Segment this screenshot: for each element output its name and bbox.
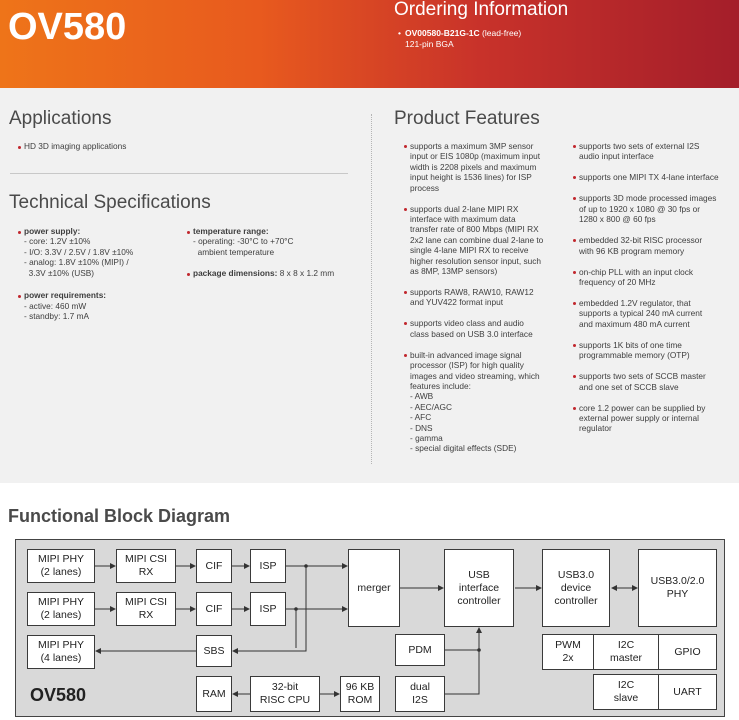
mipi-phy-2lanes-2-block: MIPI PHY (2 lanes): [27, 592, 95, 626]
power-supply-analog-usb: 3.3V ±10% (USB): [24, 268, 95, 278]
dual-i2s-block: dual I2S: [395, 676, 445, 712]
feature-line: - gamma: [410, 433, 443, 443]
mipi-csi-rx-1-block: MIPI CSI RX: [116, 549, 176, 583]
ordering-info-heading: Ordering Information: [394, 0, 569, 20]
package-dimensions-value: 8 x 8 x 1.2 mm: [277, 268, 335, 278]
usb3-device-controller-block: USB3.0 device controller: [542, 549, 610, 627]
feature-line: transfer rate of 800 Mbps (MIPI RX: [410, 224, 539, 235]
feature-line: on-chip PLL with an input clock: [579, 266, 694, 277]
ordering-package: 121-pin BGA: [405, 39, 454, 49]
feature-line: supports a maximum 3MP sensor: [410, 141, 534, 151]
merger-block: merger: [348, 549, 400, 627]
feature-line: - AWB: [410, 391, 434, 402]
feature-line: with 96 KB program memory: [579, 245, 685, 256]
feature-line: 2x2 lane can combine dual 2-lane to: [410, 234, 544, 245]
usb-interface-controller-block: USB interface controller: [444, 549, 514, 627]
feature-line: supports a typical 240 mA current: [579, 308, 703, 319]
feature-line: external power supply or internal: [579, 413, 699, 423]
feature-line: single 4-lane MIPI RX to receive: [410, 245, 529, 256]
feature-line: images and video streaming, which: [410, 370, 540, 381]
mipi-phy-2lanes-1-block: MIPI PHY (2 lanes): [27, 549, 95, 583]
bullet-icon: [187, 231, 190, 234]
bullet-icon: [18, 295, 21, 298]
feature-line: 1280 x 800 @ 60 fps: [579, 214, 656, 225]
mipi-csi-rx-2-block: MIPI CSI RX: [116, 592, 176, 626]
feature-line: embedded 1.2V regulator, that: [579, 298, 691, 308]
bullet-icon: [18, 231, 21, 234]
product-features-heading: Product Features: [394, 108, 540, 129]
feature-line: and YUV422 format input: [410, 297, 504, 308]
feature-line: supports dual 2-lane MIPI RX: [410, 203, 519, 214]
feature-line: input height is 1536 lines) for ISP: [410, 172, 532, 183]
rom-block: 96 KB ROM: [340, 676, 380, 712]
feature-line: - AEC/AGC: [410, 401, 452, 412]
feature-line: frequency of 20 MHz: [579, 277, 656, 287]
feature-line: and maximum 480 mA current: [579, 318, 690, 329]
feature-line: class based on USB 3.0 interface: [410, 328, 533, 339]
feature-line: and one set of SCCB slave: [579, 381, 679, 392]
temp-range-ambient: ambient temperature: [193, 247, 275, 257]
temp-range-operating: - operating: -30°C to +70°C: [193, 236, 294, 246]
feature-line: - special digital effects (SDE): [410, 443, 517, 454]
isp-2-block: ISP: [250, 592, 286, 626]
temp-range-label: temperature range:: [193, 226, 269, 236]
feature-line: - AFC: [410, 412, 432, 423]
feature-line: supports 3D mode processed images: [579, 193, 717, 204]
bullet-icon: [573, 344, 576, 347]
column-divider: [371, 114, 372, 464]
feature-line: supports video class and audio: [410, 318, 524, 329]
feature-line: supports two sets of external I2S: [579, 141, 700, 151]
cif-1-block: CIF: [196, 549, 232, 583]
cif-2-block: CIF: [196, 592, 232, 626]
power-supply-label: power supply:: [24, 226, 81, 236]
gpio-block: GPIO: [658, 634, 717, 670]
feature-line: - DNS: [410, 422, 433, 433]
bullet-icon: [404, 208, 407, 211]
power-req-active: - active: 460 mW: [24, 301, 87, 311]
feature-line: built-in advanced image signal: [410, 349, 522, 360]
feature-line: as 8MP, 13MP sensors): [410, 266, 498, 276]
pwm-block: PWM 2x: [542, 634, 594, 670]
tech-specs-heading: Technical Specifications: [9, 192, 211, 213]
feature-line: width is 2208 pixels and maximum: [410, 161, 537, 172]
power-supply-core: - core: 1.2V ±10%: [24, 236, 91, 246]
feature-line: supports two sets of SCCB master: [579, 371, 706, 382]
package-dimensions: [193, 268, 334, 278]
bullet-icon: [573, 145, 576, 148]
bullet-icon: [573, 407, 576, 410]
feature-line: process: [410, 182, 440, 193]
bullet-icon: [404, 354, 407, 357]
bullet-icon: [187, 273, 190, 276]
feature-line: audio input interface: [579, 151, 654, 162]
chip-label-text: OV580: [30, 685, 87, 705]
bullet-icon: [404, 291, 407, 294]
power-supply-analog: - analog: 1.8V ±10% (MIPI) /: [24, 257, 129, 267]
feature-line: supports 1K bits of one time: [579, 339, 682, 350]
ram-block: RAM: [196, 676, 232, 712]
power-supply-io: - I/O: 3.3V / 2.5V / 1.8V ±10%: [24, 247, 134, 257]
feature-line: input or EIS 1080p (maximum input: [410, 151, 541, 162]
feature-line: features include:: [410, 381, 471, 391]
application-item: HD 3D imaging applications: [24, 141, 127, 151]
ordering-part-line: [398, 28, 521, 38]
bullet-icon: •: [398, 28, 401, 38]
i2c-slave-block: I2C slave: [593, 674, 659, 710]
power-req-standby: - standby: 1.7 mA: [24, 311, 90, 321]
usb-phy-block: USB3.0/2.0 PHY: [638, 549, 717, 627]
feature-line: of up to 1920 x 1080 @ 30 fps or: [579, 203, 700, 214]
ordering-part-number: OV00580-B21G-1C: [405, 28, 480, 38]
feature-line: higher resolution sensor input, such: [410, 255, 541, 266]
package-dimensions-label: package dimensions:: [193, 268, 278, 278]
block-diagram-heading: Functional Block Diagram: [8, 506, 231, 526]
feature-line: interface with maximum data: [410, 214, 516, 224]
feature-line: programmable memory (OTP): [579, 350, 690, 361]
bullet-icon: [573, 271, 576, 274]
header-banner: [0, 0, 739, 88]
isp-1-block: ISP: [250, 549, 286, 583]
mipi-phy-4lanes-block: MIPI PHY (4 lanes): [27, 635, 95, 669]
i2c-master-block: I2C master: [593, 634, 659, 670]
risc-cpu-block: 32-bit RISC CPU: [250, 676, 320, 712]
product-title: OV580: [8, 6, 127, 48]
bullet-icon: [573, 302, 576, 305]
pdm-block: PDM: [395, 634, 445, 666]
ordering-part-note: (lead-free): [479, 28, 522, 38]
feature-line: supports one MIPI TX 4-lane interface: [579, 172, 719, 183]
uart-block: UART: [658, 674, 717, 710]
feature-line: core 1.2 power can be supplied by: [579, 402, 706, 413]
feature-line: embedded 32-bit RISC processor: [579, 235, 703, 246]
applications-heading: Applications: [9, 108, 112, 129]
feature-line: regulator: [579, 423, 612, 434]
feature-line: processor (ISP) for high quality: [410, 360, 524, 371]
power-req-label: power requirements:: [24, 290, 107, 300]
bullet-icon: [404, 145, 407, 148]
bullet-icon: [18, 146, 21, 149]
section-divider: [10, 173, 348, 174]
feature-line: supports RAW8, RAW10, RAW12: [410, 287, 534, 297]
sbs-block: SBS: [196, 635, 232, 667]
